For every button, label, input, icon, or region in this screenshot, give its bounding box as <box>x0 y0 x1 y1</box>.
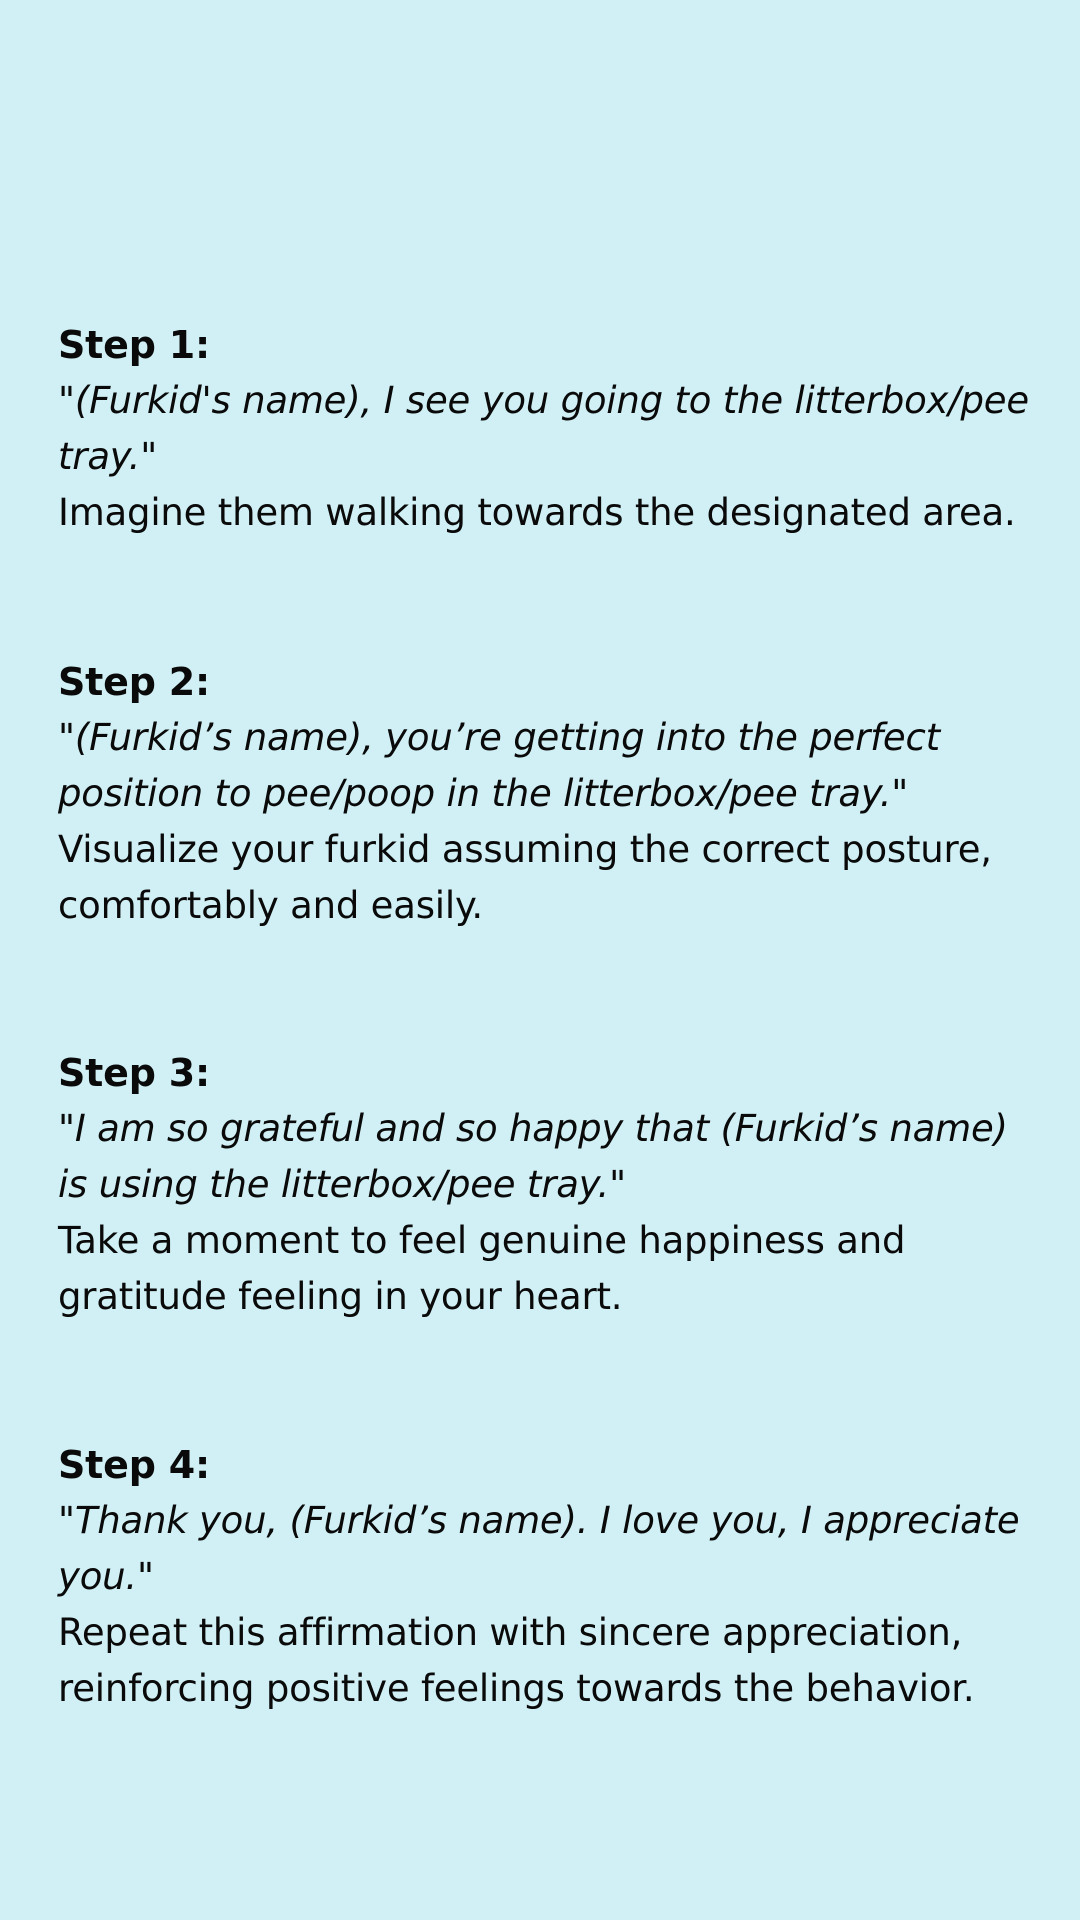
step-2-affirmation-text: (Furkid’s name), you’re getting into the perfect position to pee/poop in the litterbox/pee tray. <box>58 716 940 815</box>
step-2-quote-open: " <box>58 716 75 759</box>
step-4-affirmation <box>58 1493 1038 1605</box>
step-2-affirmation <box>58 710 1038 822</box>
step-1-affirmation <box>58 373 1038 485</box>
step-3-affirmation <box>58 1101 1038 1213</box>
step-4-quote-open: " <box>58 1499 75 1542</box>
step-2-block <box>58 654 1038 934</box>
step-1-quote-close: " <box>140 435 158 478</box>
step-4-description: Repeat this affirmation with sincere appreciation, reinforcing positive feelings towards the behavior. <box>58 1611 975 1710</box>
step-2-title: Step 2: <box>58 660 210 704</box>
step-2-quote-close: " <box>891 772 909 815</box>
step-3-affirmation-text: I am so grateful and so happy that (Furkid’s name) is using the litterbox/pee tray. <box>58 1107 1008 1206</box>
step-1-block <box>58 317 1038 541</box>
step-4-affirmation-text: Thank you, (Furkid’s name). I love you, I appreciate you. <box>58 1499 1020 1598</box>
step-1-description: Imagine them walking towards the designated area. <box>58 491 1016 534</box>
step-2-description: Visualize your furkid assuming the correct posture, comfortably and easily. <box>58 828 992 927</box>
step-4-block <box>58 1437 1038 1717</box>
step-3-block <box>58 1045 1038 1325</box>
step-4-title: Step 4: <box>58 1443 210 1487</box>
step-4-quote-close: " <box>136 1555 154 1598</box>
step-3-title: Step 3: <box>58 1051 210 1095</box>
step-1-affirmation-text: (Furkid's name), I see you going to the litterbox/pee tray. <box>58 379 1029 478</box>
step-1-quote-open: " <box>58 379 75 422</box>
step-3-quote-close: " <box>609 1163 626 1206</box>
step-1-title: Step 1: <box>58 323 210 367</box>
step-3-description: Take a moment to feel genuine happiness and gratitude feeling in your heart. <box>58 1219 906 1318</box>
step-3-quote-open: " <box>58 1107 75 1150</box>
